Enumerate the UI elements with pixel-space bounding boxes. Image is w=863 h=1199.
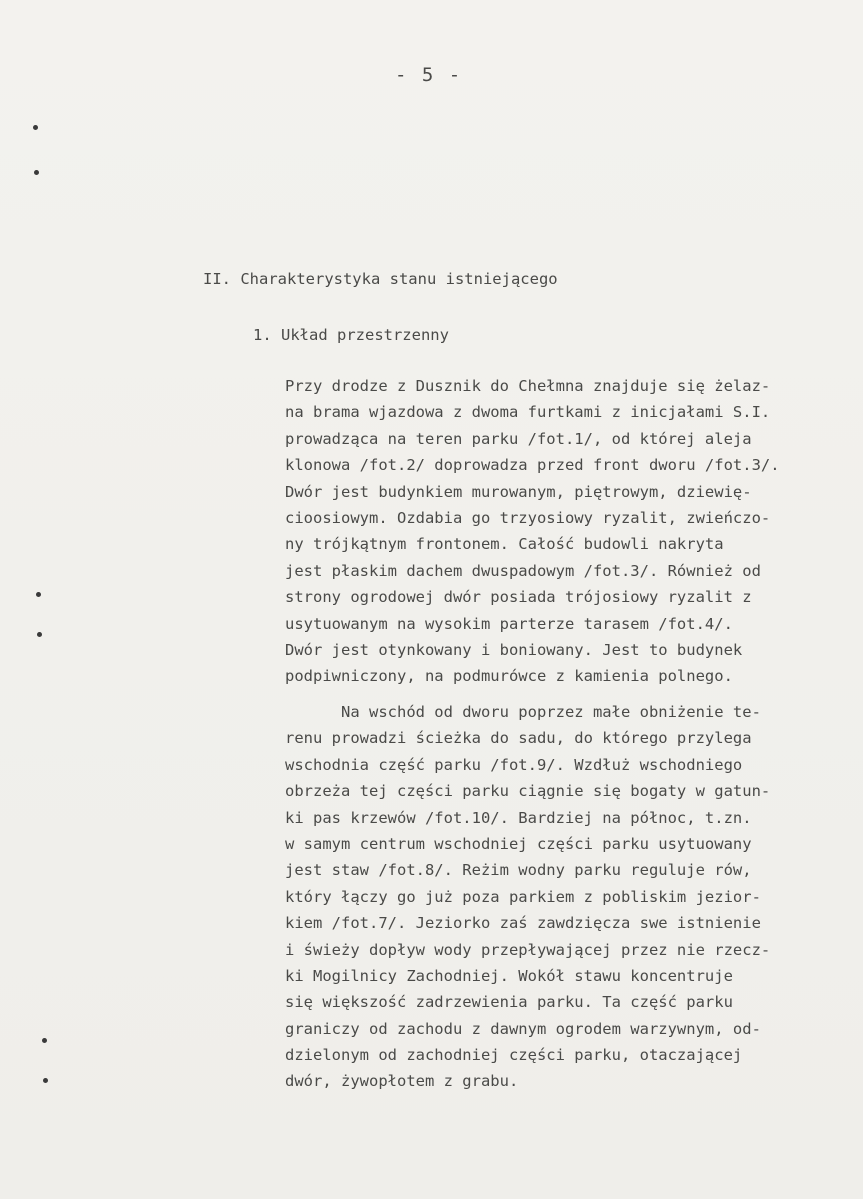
- text-line: Dwór jest budynkiem murowanym, piętrowym, dziewię-: [285, 482, 752, 501]
- section-heading: II. Charakterystyka stanu istniejącego: [203, 270, 558, 288]
- paragraph-2: [285, 699, 770, 1095]
- text-line: się większość zadrzewienia parku. Ta część parku: [285, 993, 733, 1012]
- text-line: cioosiowym. Ozdabia go trzyosiowy ryzalit, zwieńczo-: [285, 508, 771, 527]
- text-line: usytuowanym na wysokim parterze tarasem /fot.4/.: [285, 614, 733, 633]
- page-number: - 5 -: [395, 64, 463, 86]
- text-line: na brama wjazdowa z dwoma furtkami z inicjałami S.I.: [285, 403, 771, 422]
- text-line: Przy drodze z Dusznik do Chełmna znajduje się żelaz-: [285, 377, 771, 395]
- sub-heading: 1. Układ przestrzenny: [253, 326, 449, 344]
- text-line: Dwór jest otynkowany i boniowany. Jest to budynek: [285, 640, 743, 659]
- paragraph-1: [285, 373, 780, 690]
- text-line: graniczy od zachodu z dawnym ogrodem warzywnym, od-: [285, 1019, 761, 1038]
- text-line: jest płaskim dachem dwuspadowym /fot.3/. Również od: [285, 561, 761, 580]
- punch-hole-mark: [42, 1038, 47, 1043]
- text-line: i świeży dopływ wody przepływającej przez nie rzecz-: [285, 940, 771, 959]
- text-line: podpiwniczony, na podmurówce z kamienia polnego.: [285, 667, 733, 686]
- text-line: jest staw /fot.8/. Reżim wodny parku reguluje rów,: [285, 861, 752, 880]
- text-line: dwór, żywopłotem z grabu.: [285, 1072, 519, 1091]
- text-line: ny trójkątnym frontonem. Całość budowli nakryta: [285, 535, 724, 554]
- punch-hole-mark: [33, 125, 38, 130]
- punch-hole-mark: [34, 170, 39, 175]
- text-line: renu prowadzi ścieżka do sadu, do którego przylega: [285, 729, 752, 748]
- text-line: kiem /fot.7/. Jeziorko zaś zawdzięcza swe istnienie: [285, 914, 761, 933]
- text-line: który łączy go już poza parkiem z pobliskim jezior-: [285, 887, 761, 906]
- punch-hole-mark: [36, 592, 41, 597]
- punch-hole-mark: [43, 1078, 48, 1083]
- text-line: w samym centrum wschodniej części parku usytuowany: [285, 834, 752, 853]
- text-line: Na wschód od dworu poprzez małe obniżenie te-: [285, 703, 761, 721]
- text-line: dzielonym od zachodniej części parku, otaczającej: [285, 1046, 743, 1065]
- text-line: klonowa /fot.2/ doprowadza przed front dworu /fot.3/.: [285, 456, 780, 475]
- punch-hole-mark: [37, 632, 42, 637]
- text-line: wschodnia część parku /fot.9/. Wzdłuż wschodniego: [285, 755, 743, 774]
- text-line: strony ogrodowej dwór posiada trójosiowy ryzalit z: [285, 588, 752, 607]
- text-line: prowadząca na teren parku /fot.1/, od której aleja: [285, 429, 752, 448]
- text-line: ki pas krzewów /fot.10/. Bardziej na północ, t.zn.: [285, 808, 752, 827]
- text-line: obrzeża tej części parku ciągnie się bogaty w gatun-: [285, 782, 771, 801]
- text-line: ki Mogilnicy Zachodniej. Wokół stawu koncentruje: [285, 966, 733, 985]
